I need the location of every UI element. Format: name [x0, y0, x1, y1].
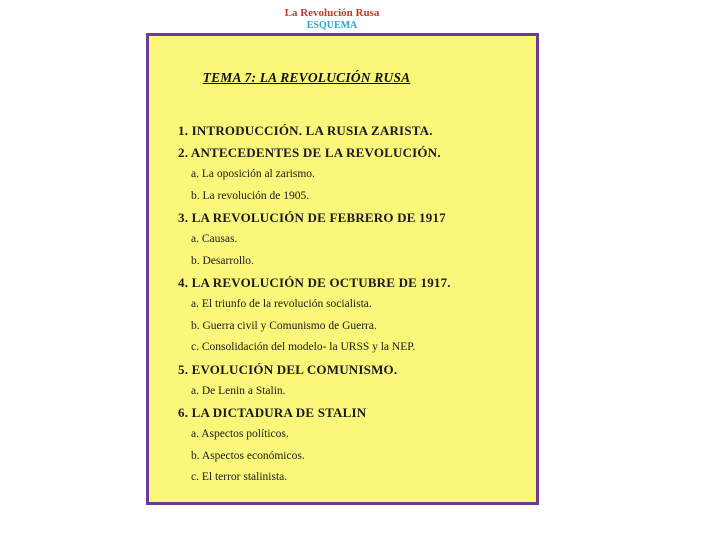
slide-title: La Revolución Rusa [284, 7, 380, 19]
slide-subtitle: ESQUEMA [306, 20, 358, 30]
outline-section: 2. ANTECEDENTES DE LA REVOLUCIÓN. [178, 145, 441, 160]
outline-subsection: a. Causas. [191, 233, 238, 245]
outline-panel [146, 33, 539, 505]
outline-section: 5. EVOLUCIÓN DEL COMUNISMO. [178, 361, 398, 377]
outline-list [178, 120, 451, 489]
outline-subsection: c. Consolidación del modelo- la URSS y la NEP. [191, 341, 416, 353]
outline-section: 4. LA REVOLUCIÓN DE OCTUBRE DE 1917. [178, 275, 451, 290]
outline-subsection: a. De Lenin a Stalin. [191, 384, 286, 397]
outline-subsection: c. El terror stalinista. [191, 471, 288, 483]
outline-subsection: b. La revolución de 1905. [191, 189, 310, 202]
outline-section: 3. LA REVOLUCIÓN DE FEBRERO DE 1917 [178, 210, 446, 225]
outline-subsection: b. Aspectos económicos. [191, 449, 305, 462]
outline-subsection: b. Desarrollo. [191, 254, 254, 267]
outline-section: 1. INTRODUCCIÓN. LA RUSIA ZARISTA. [178, 123, 433, 138]
outline-subsection: b. Guerra civil y Comunismo de Guerra. [191, 319, 377, 332]
document-title: TEMA 7: LA REVOLUCIÓN RUSA [202, 70, 411, 85]
outline-subsection: a. Aspectos políticos. [191, 428, 289, 440]
outline-subsection: a. El triunfo de la revolución socialista. [191, 298, 372, 310]
outline-section: 6. LA DICTADURA DE STALIN [178, 405, 367, 420]
outline-subsection: a. La oposición al zarismo. [191, 168, 315, 180]
